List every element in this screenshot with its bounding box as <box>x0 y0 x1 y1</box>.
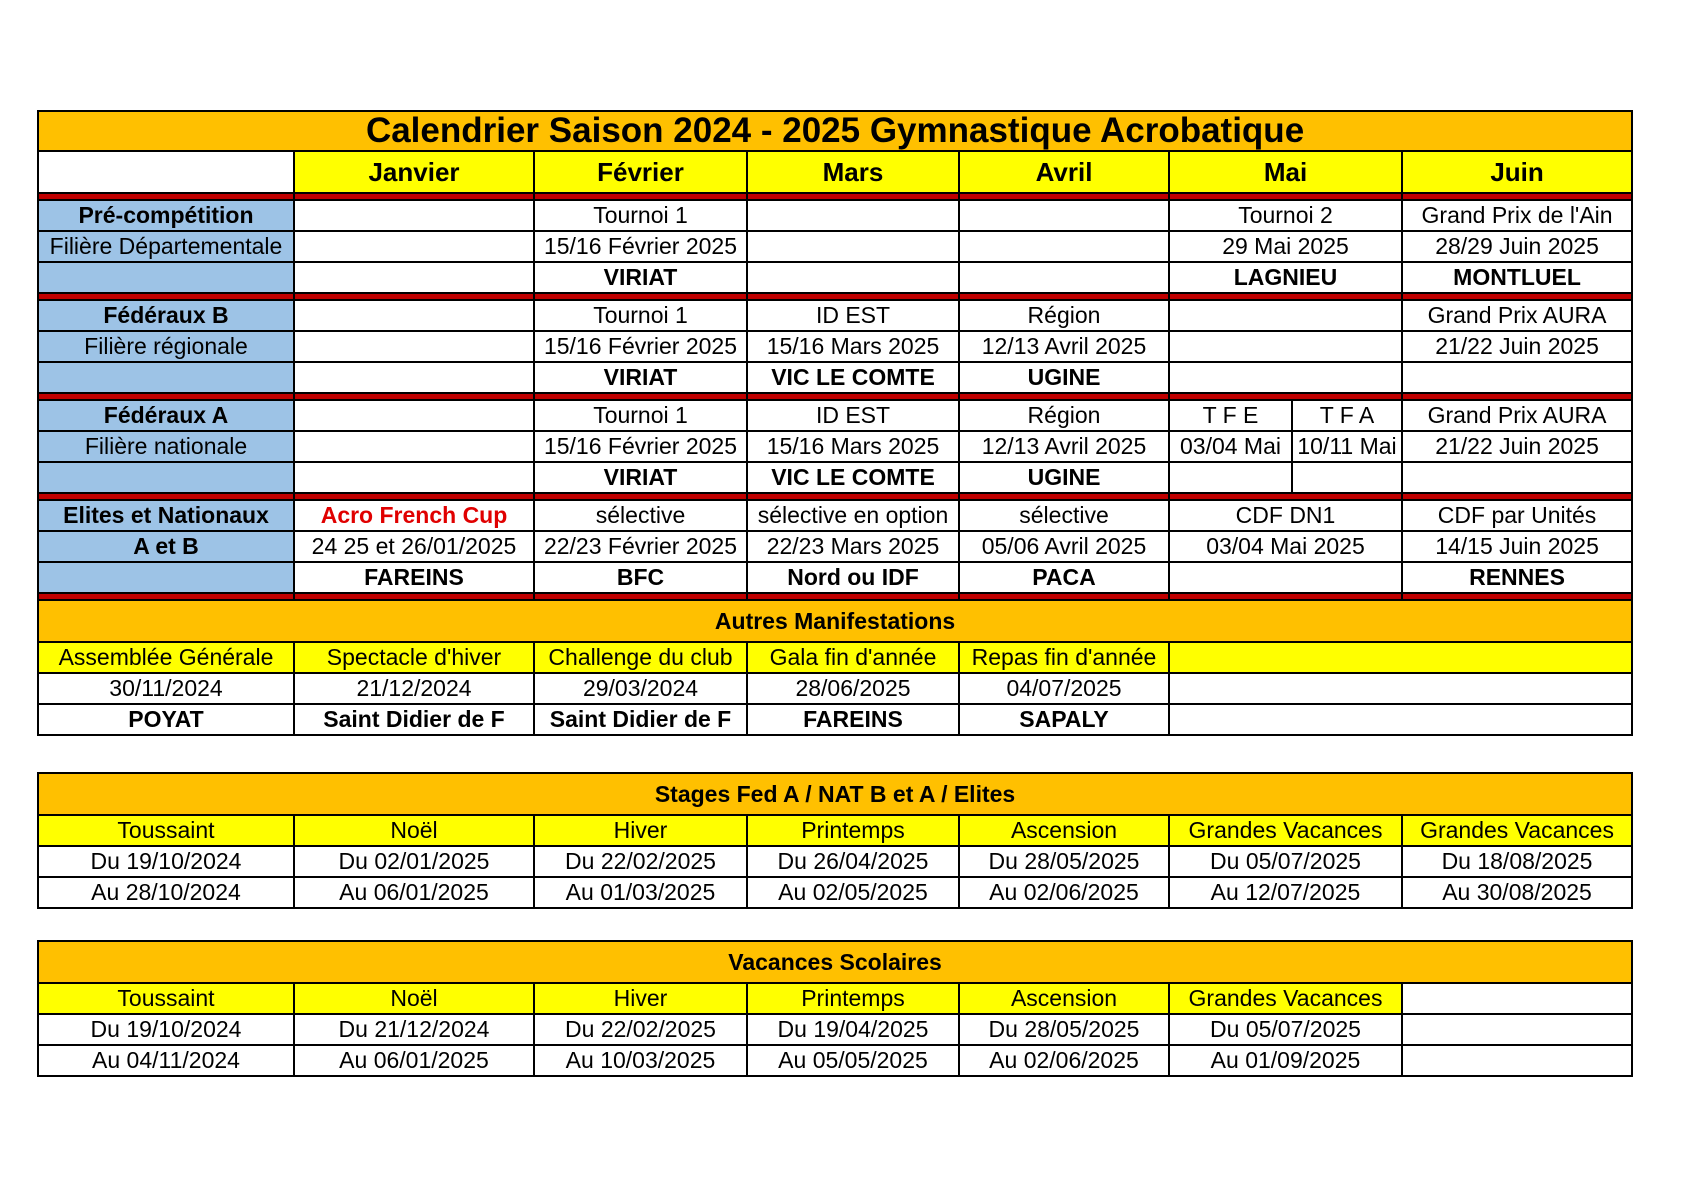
event-name: Région <box>959 300 1169 331</box>
event-place: VIRIAT <box>534 262 747 293</box>
event-name: CDF par Unités <box>1402 500 1632 531</box>
stage-from: Du 18/08/2025 <box>1402 846 1632 877</box>
vacance-to: Au 02/06/2025 <box>959 1045 1169 1076</box>
manif-place: Saint Didier de F <box>294 704 534 735</box>
vacance-from: Du 22/02/2025 <box>534 1014 747 1045</box>
separator <box>38 493 1632 500</box>
page-title: Calendrier Saison 2024 - 2025 Gymnastique Acrobatique <box>38 111 1632 151</box>
event-name: Tournoi 1 <box>534 400 747 431</box>
event-name: Grand Prix AURA <box>1402 300 1632 331</box>
event-date: 22/23 Février 2025 <box>534 531 747 562</box>
stage-from: Du 19/10/2024 <box>38 846 294 877</box>
category-label: Elites et Nationaux <box>38 500 294 531</box>
event-name: sélective en option <box>747 500 959 531</box>
vacance-label: Ascension <box>959 983 1169 1014</box>
stage-label: Ascension <box>959 815 1169 846</box>
manif-date: 21/12/2024 <box>294 673 534 704</box>
event-name: ID EST <box>747 400 959 431</box>
category-label: Fédéraux A <box>38 400 294 431</box>
vacance-to: Au 01/09/2025 <box>1169 1045 1402 1076</box>
event-place: VIRIAT <box>534 362 747 393</box>
stage-to: Au 02/06/2025 <box>959 877 1169 908</box>
event-date: 15/16 Février 2025 <box>534 331 747 362</box>
stage-label: Printemps <box>747 815 959 846</box>
table-row <box>38 462 1632 493</box>
vacances-table <box>37 940 1633 1077</box>
event-place: VIC LE COMTE <box>747 462 959 493</box>
table-row <box>38 1014 1632 1045</box>
stage-to: Au 12/07/2025 <box>1169 877 1402 908</box>
table-row <box>38 877 1632 908</box>
vacance-from: Du 21/12/2024 <box>294 1014 534 1045</box>
manif-date: 04/07/2025 <box>959 673 1169 704</box>
table-row <box>38 1045 1632 1076</box>
section-title-autres: Autres Manifestations <box>38 600 1632 642</box>
manif-place: SAPALY <box>959 704 1169 735</box>
event-place: LAGNIEU <box>1169 262 1402 293</box>
event-name: sélective <box>534 500 747 531</box>
table-row <box>38 331 1632 362</box>
manif-place: Saint Didier de F <box>534 704 747 735</box>
event-place: RENNES <box>1402 562 1632 593</box>
event-date: 12/13 Avril 2025 <box>959 431 1169 462</box>
stage-to: Au 28/10/2024 <box>38 877 294 908</box>
event-place: UGINE <box>959 462 1169 493</box>
stages-table <box>37 772 1633 909</box>
event-name: Acro French Cup <box>294 500 534 531</box>
manif-date: 29/03/2024 <box>534 673 747 704</box>
table-row <box>38 200 1632 231</box>
vacance-to: Au 10/03/2025 <box>534 1045 747 1076</box>
event-date: 24 25 et 26/01/2025 <box>294 531 534 562</box>
category-sublabel: Filière régionale <box>38 331 294 362</box>
stage-from: Du 26/04/2025 <box>747 846 959 877</box>
manif-label: Spectacle d'hiver <box>294 642 534 673</box>
event-name: T F A <box>1292 400 1402 431</box>
event-date: 15/16 Mars 2025 <box>747 431 959 462</box>
corner-cell <box>38 151 294 193</box>
vacance-label: Noël <box>294 983 534 1014</box>
event-name: Tournoi 2 <box>1169 200 1402 231</box>
stage-from: Du 05/07/2025 <box>1169 846 1402 877</box>
table-row <box>38 431 1632 462</box>
event-date: 21/22 Juin 2025 <box>1402 431 1632 462</box>
event-date: 29 Mai 2025 <box>1169 231 1402 262</box>
stage-label: Noël <box>294 815 534 846</box>
event-place: VIC LE COMTE <box>747 362 959 393</box>
manif-label: Gala fin d'année <box>747 642 959 673</box>
section-title-stages: Stages Fed A / NAT B et A / Elites <box>38 773 1632 815</box>
vacance-to: Au 05/05/2025 <box>747 1045 959 1076</box>
month-avril: Avril <box>959 151 1169 193</box>
month-mai: Mai <box>1169 151 1402 193</box>
table-row <box>38 815 1632 846</box>
vacance-from: Du 05/07/2025 <box>1169 1014 1402 1045</box>
event-date: 28/29 Juin 2025 <box>1402 231 1632 262</box>
category-sublabel: Filière nationale <box>38 431 294 462</box>
event-date: 22/23 Mars 2025 <box>747 531 959 562</box>
event-place: UGINE <box>959 362 1169 393</box>
table-row <box>38 704 1632 735</box>
stage-from: Du 22/02/2025 <box>534 846 747 877</box>
event-date: 15/16 Février 2025 <box>534 431 747 462</box>
table-row <box>38 300 1632 331</box>
stage-label: Grandes Vacances <box>1169 815 1402 846</box>
calendar-table <box>37 110 1633 736</box>
table-row <box>38 531 1632 562</box>
separator <box>38 593 1632 600</box>
event-name: T F E <box>1169 400 1292 431</box>
event-name: Grand Prix AURA <box>1402 400 1632 431</box>
table-row <box>38 983 1632 1014</box>
event-place: BFC <box>534 562 747 593</box>
event-place: PACA <box>959 562 1169 593</box>
manif-label: Assemblée Générale <box>38 642 294 673</box>
event-name: Région <box>959 400 1169 431</box>
vacance-from: Du 28/05/2025 <box>959 1014 1169 1045</box>
manif-place: FAREINS <box>747 704 959 735</box>
event-name: ID EST <box>747 300 959 331</box>
separator <box>38 293 1632 300</box>
event-date: 10/11 Mai <box>1292 431 1402 462</box>
month-mars: Mars <box>747 151 959 193</box>
table-row <box>38 673 1632 704</box>
stage-from: Du 28/05/2025 <box>959 846 1169 877</box>
vacance-label: Hiver <box>534 983 747 1014</box>
table-row <box>38 500 1632 531</box>
table-row <box>38 231 1632 262</box>
table-row <box>38 400 1632 431</box>
table-row <box>38 642 1632 673</box>
manif-date: 28/06/2025 <box>747 673 959 704</box>
vacance-label: Printemps <box>747 983 959 1014</box>
category-sublabel: Filière Départementale <box>38 231 294 262</box>
event-place: Nord ou IDF <box>747 562 959 593</box>
stage-to: Au 01/03/2025 <box>534 877 747 908</box>
category-label: Pré-compétition <box>38 200 294 231</box>
month-fevrier: Février <box>534 151 747 193</box>
event-name: Tournoi 1 <box>534 200 747 231</box>
manif-date: 30/11/2024 <box>38 673 294 704</box>
event-date: 15/16 Février 2025 <box>534 231 747 262</box>
event-place: VIRIAT <box>534 462 747 493</box>
table-row <box>38 562 1632 593</box>
vacance-from: Du 19/10/2024 <box>38 1014 294 1045</box>
event-date: 03/04 Mai 2025 <box>1169 531 1402 562</box>
vacance-label: Grandes Vacances <box>1169 983 1402 1014</box>
vacance-label: Toussaint <box>38 983 294 1014</box>
stage-label: Hiver <box>534 815 747 846</box>
stage-to: Au 06/01/2025 <box>294 877 534 908</box>
stage-label: Grandes Vacances <box>1402 815 1632 846</box>
event-name: sélective <box>959 500 1169 531</box>
event-place: FAREINS <box>294 562 534 593</box>
event-date: 03/04 Mai <box>1169 431 1292 462</box>
table-row <box>38 846 1632 877</box>
event-date: 12/13 Avril 2025 <box>959 331 1169 362</box>
event-name: Tournoi 1 <box>534 300 747 331</box>
category-sublabel: A et B <box>38 531 294 562</box>
separator <box>38 393 1632 400</box>
stage-to: Au 30/08/2025 <box>1402 877 1632 908</box>
vacance-to: Au 04/11/2024 <box>38 1045 294 1076</box>
category-label: Fédéraux B <box>38 300 294 331</box>
stage-from: Du 02/01/2025 <box>294 846 534 877</box>
manif-place: POYAT <box>38 704 294 735</box>
month-janvier: Janvier <box>294 151 534 193</box>
manif-label: Repas fin d'année <box>959 642 1169 673</box>
table-row <box>38 262 1632 293</box>
section-title-vacances: Vacances Scolaires <box>38 941 1632 983</box>
event-date: 21/22 Juin 2025 <box>1402 331 1632 362</box>
table-row <box>38 362 1632 393</box>
event-date: 05/06 Avril 2025 <box>959 531 1169 562</box>
month-juin: Juin <box>1402 151 1632 193</box>
event-name: CDF DN1 <box>1169 500 1402 531</box>
event-place: MONTLUEL <box>1402 262 1632 293</box>
event-name: Grand Prix de l'Ain <box>1402 200 1632 231</box>
event-date: 15/16 Mars 2025 <box>747 331 959 362</box>
event-date: 14/15 Juin 2025 <box>1402 531 1632 562</box>
separator <box>38 193 1632 200</box>
stage-label: Toussaint <box>38 815 294 846</box>
vacance-from: Du 19/04/2025 <box>747 1014 959 1045</box>
stage-to: Au 02/05/2025 <box>747 877 959 908</box>
vacance-to: Au 06/01/2025 <box>294 1045 534 1076</box>
manif-label: Challenge du club <box>534 642 747 673</box>
